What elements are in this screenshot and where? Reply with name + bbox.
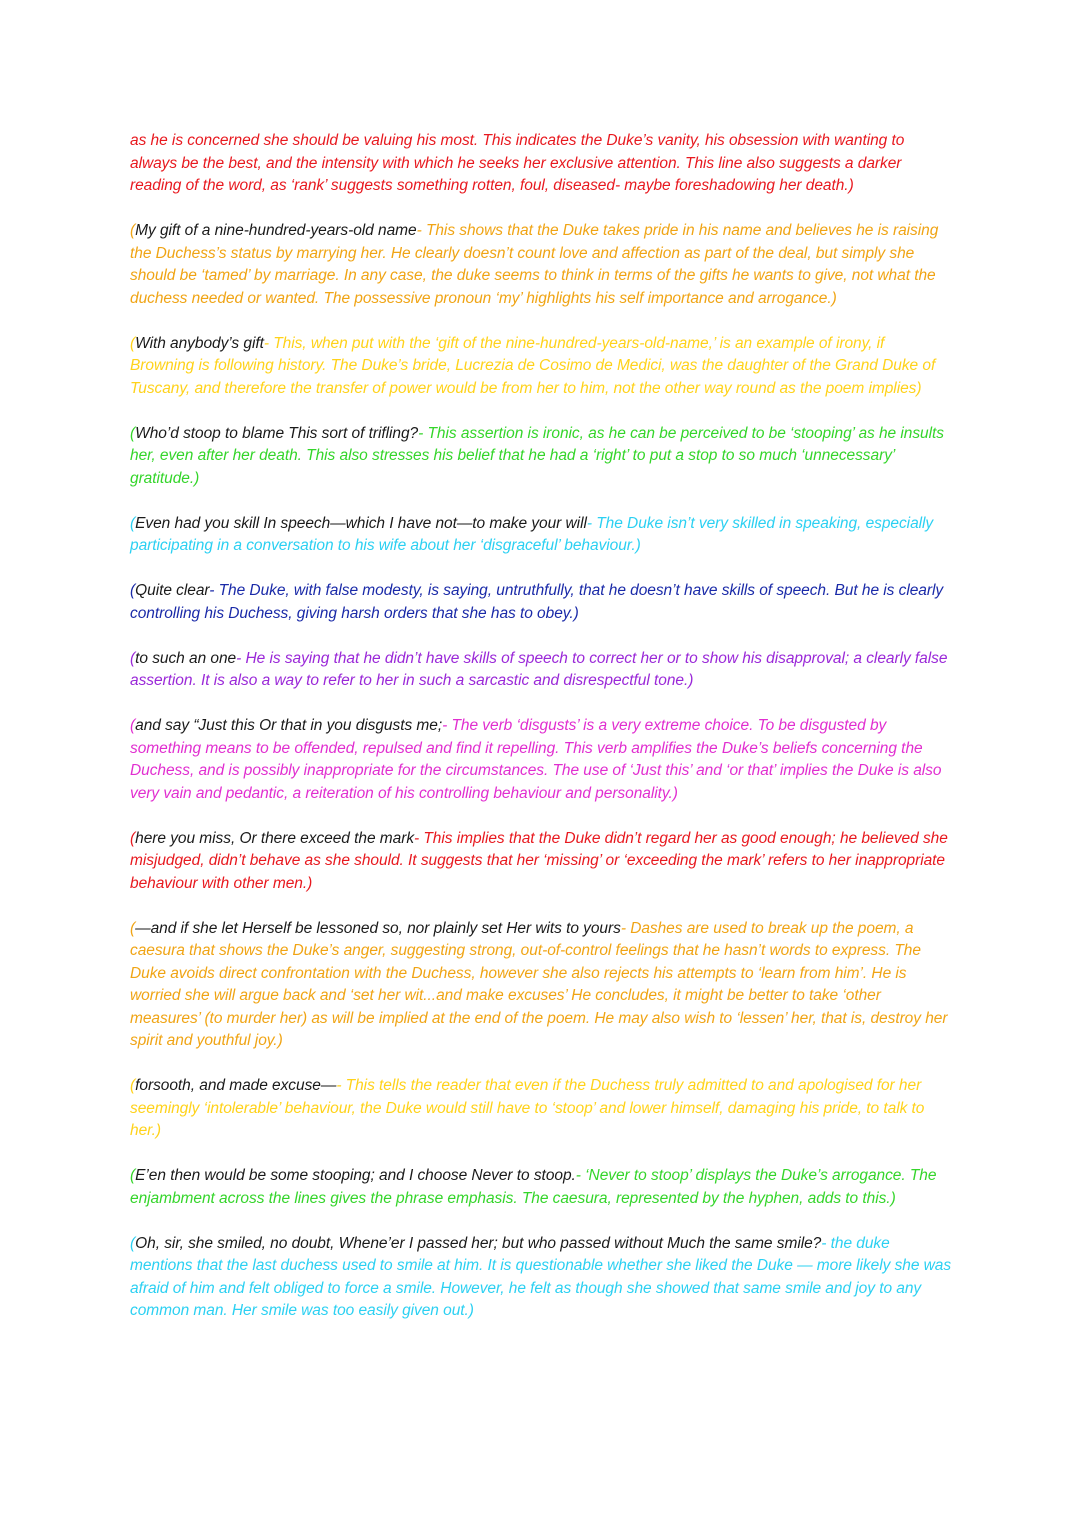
annotation-paragraph xyxy=(130,1233,952,1323)
analysis-text: - The Duke, with false modesty, is saying, untruthfully, that he doesn’t have skills of speech. But he is clearly controlling his Duchess, giving harsh orders that she has to obey.) xyxy=(130,582,944,622)
open-paren: ( xyxy=(130,919,136,937)
open-paren: ( xyxy=(130,222,136,239)
analysis-text: - The Duke isn’t very skilled in speaking, especially participating in a conversation to his wife about her ‘disgraceful’ behaviour.) xyxy=(130,514,934,554)
annotation-paragraph xyxy=(130,130,952,198)
annotation-paragraph xyxy=(130,648,952,693)
annotation-paragraph xyxy=(130,580,952,625)
poem-quote: forsooth, and made excuse— xyxy=(135,1077,337,1094)
open-paren: ( xyxy=(130,424,136,442)
annotation-paragraph xyxy=(130,513,952,558)
poem-quote: Who’d stoop to blame This sort of trifling? xyxy=(135,424,419,442)
open-paren: ( xyxy=(130,334,136,352)
open-paren: ( xyxy=(130,829,136,847)
open-paren: ( xyxy=(130,1167,136,1184)
open-paren: ( xyxy=(130,1234,136,1252)
annotation-paragraph xyxy=(130,1165,952,1210)
analysis-text: - This assertion is ironic, as he can be perceived to be ‘stooping’ as he insults her, even after her death. This also stresses his belief that he had a ‘right’ to put a stop to so much ‘unnecessary’ gratitude.) xyxy=(130,424,944,487)
open-paren: ( xyxy=(130,717,136,734)
annotation-paragraph xyxy=(130,918,952,1053)
analysis-text: - The verb ‘disgusts’ is a very extreme choice. To be disgusted by something means to be offended, repulsed and find it repelling. This verb amplifies the Duke’s beliefs concerning the Duchess, and is possibly inappropriate for the circumstances. The use of ‘Just this’ and ‘or that’ implies the Duke is also very vain and pedantic, a reiteration of his controlling behaviour and personality.) xyxy=(130,717,942,802)
annotation-paragraph xyxy=(130,423,952,491)
annotation-paragraph xyxy=(130,333,952,401)
open-paren: ( xyxy=(130,514,136,532)
analysis-text: - This tells the reader that even if the Duchess truly admitted to and apologised for her seemingly ‘intolerable’ behaviour, the Duke would still have to ‘stoop’ and lower himself, damaging his pride, to talk to her.) xyxy=(130,1077,925,1139)
poem-quote: Even had you skill In speech—which I have not—to make your will xyxy=(135,514,587,532)
poem-quote: to such an one xyxy=(135,649,237,667)
annotation-paragraph xyxy=(130,220,952,310)
notes-body xyxy=(130,130,952,1345)
analysis-text: - ‘Never to stoop’ displays the Duke’s arrogance. The enjambment across the lines gives the phrase emphasis. The caesura, represented by the hyphen, adds to this.) xyxy=(130,1167,937,1207)
annotation-paragraph xyxy=(130,828,952,896)
analysis-text: - He is saying that he didn’t have skills of speech to correct her or to show his disapproval; a clearly false assertion. It is also a way to refer to her in such a sarcastic and disrespectful tone.) xyxy=(130,649,948,689)
poem-quote: My gift of a nine-hundred-years-old name xyxy=(135,222,417,239)
open-paren: ( xyxy=(130,582,136,599)
annotation-paragraph xyxy=(130,1075,952,1143)
analysis-text: - This implies that the Duke didn’t regard her as good enough; he believed she misjudged, didn’t behave as she should. It suggests that her ‘missing’ or ‘exceeding the mark’ refers to her inappropriate behaviour with other men.) xyxy=(130,829,948,892)
poem-quote: Quite clear xyxy=(135,582,210,599)
poem-quote: With anybody’s gift xyxy=(135,334,264,352)
poem-quote: E’en then would be some stooping; and I choose Never to stoop. xyxy=(135,1167,576,1184)
poem-quote: here you miss, Or there exceed the mark xyxy=(135,829,415,847)
analysis-text: - the duke mentions that the last duchess used to smile at him. It is questionable whether she liked the Duke — more likely she was afraid of him and felt obliged to force a smile. However, he felt as though she showed that same smile and joy to any common man. Her smile was too easily given out.) xyxy=(130,1234,952,1319)
poem-quote: Oh, sir, she smiled, no doubt, Whene’er I passed her; but who passed without Much the same smile? xyxy=(135,1234,822,1252)
open-paren: ( xyxy=(130,1077,136,1094)
analysis-text: - This, when put with the ‘gift of the nine-hundred-years-old-name,’ is an example of irony, if Browning is following history. The Duke’s bride, Lucrezia de Cosimo de Medici, was the daughter of the Grand Duke of Tuscany, and therefore the transfer of power would be from her to him, not the other way round as the poem implies) xyxy=(130,334,936,397)
annotation-paragraph xyxy=(130,715,952,805)
analysis-text: - Dashes are used to break up the poem, a caesura that shows the Duke’s anger, suggesting strong, out-of-control feelings that he hasn’t words to express. The Duke avoids direct confrontation with the Duchess, however she also rejects his attempts to ‘learn from him’. He is worried she will argue back and ‘set her wit...and make excuses’ He concludes, it might be better to take ‘other measures’ (to murder her) as will be implied at the end of the poem. He may also wish to ‘lessen’ her, that is, destroy her spirit and youthful joy.) xyxy=(130,919,948,1049)
analysis-text: - This shows that the Duke takes pride in his name and believes he is raising the Duchess’s status by marrying her. He clearly doesn’t count love and affection as part of the deal, but simply she should be ‘tamed’ by marriage. In any case, the duke seems to think in terms of the gifts he wants to give, not what the duchess needed or wanted. The possessive pronoun ‘my’ highlights his self importance and arrogance.) xyxy=(130,222,939,307)
poem-quote: and say “Just this Or that in you disgusts me; xyxy=(135,717,443,734)
open-paren: ( xyxy=(130,649,136,667)
poem-quote: —and if she let Herself be lessoned so, nor plainly set Her wits to yours xyxy=(135,919,621,937)
analysis-text: as he is concerned she should be valuing his most. This indicates the Duke’s vanity, his obsession with wanting to always be the best, and the intensity with which he seeks her exclusive attention. This line also suggests a darker reading of the word, as ‘rank’ suggests something rotten, foul, diseased- maybe foreshadowing her death.) xyxy=(130,132,905,194)
